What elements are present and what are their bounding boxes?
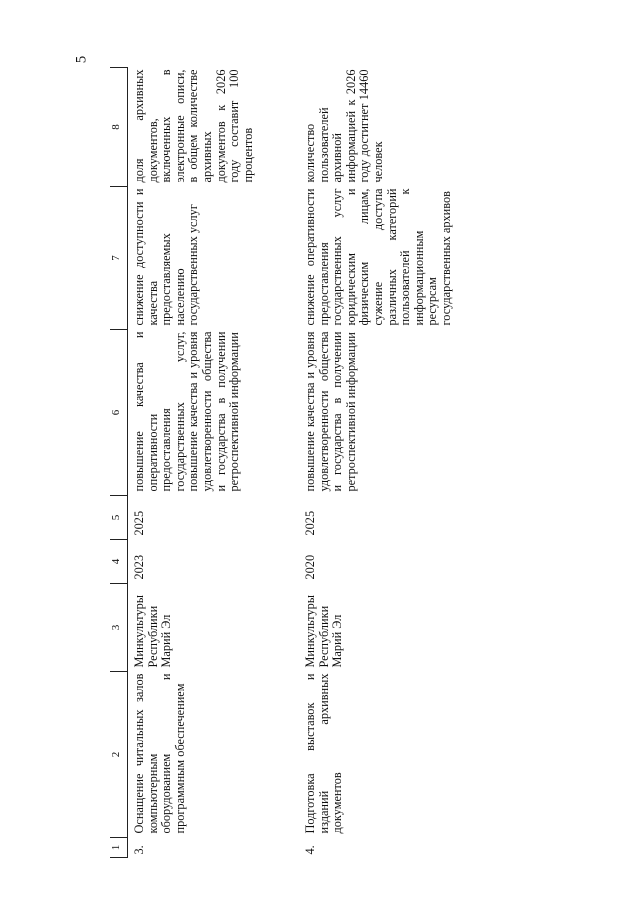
measures-table [110,67,488,858]
page-number: 5 [73,55,90,64]
rotated-table-page [110,68,550,858]
end-year: 2025 [303,510,317,536]
non-implementation-consequence: снижение доступности и качества предоставляемых населению государственных услуг [132,188,201,326]
column-header-6: 6 [110,330,128,496]
expected-result: повышение качества и уровня удовлетворенности общества и государства в получении ретроспективной информации [303,331,358,492]
table-row [299,68,488,858]
executor: Минкультуры Республики Марий Эл [132,594,174,668]
column-header-4: 4 [110,540,128,584]
row-number: 3. [132,845,146,855]
measure-name: Оснащение читальных залов компьютерным оборудованием и программным обеспечением [132,673,187,834]
expected-result: повышение качества и оперативности предоставления государственных услуг, повышение качества и уровня удовлетворенности общества и государства в получении ретроспективной информации [132,331,242,492]
start-year: 2020 [303,554,317,580]
column-header-1: 1 [110,838,128,858]
table-row [128,68,300,858]
column-header-7: 7 [110,187,128,330]
indicator-link: количество пользователей архивной информацией к 2026 году достигнет 14460 человек [303,69,385,183]
table-header-row [110,68,128,858]
indicator-link: доля архивных документов, включенных в электронные описи, в общем количестве архивных документов к 2026 году составит 100 процентов [132,69,255,183]
executor: Минкультуры Республики Марий Эл [303,594,345,668]
column-header-8: 8 [110,68,128,187]
row-number: 4. [303,845,317,855]
start-year: 2023 [132,554,146,580]
measure-name: Подготовка выставок и изданий архивных документов [303,673,345,834]
end-year: 2025 [132,510,146,536]
column-header-3: 3 [110,584,128,672]
column-header-2: 2 [110,672,128,838]
non-implementation-consequence: снижение оперативности предоставления государственных услуг юридическим и физическим лицам, сужение доступа различных категорий пользователей к информационным ресурсам государственных архивов [303,188,453,326]
column-header-5: 5 [110,496,128,540]
